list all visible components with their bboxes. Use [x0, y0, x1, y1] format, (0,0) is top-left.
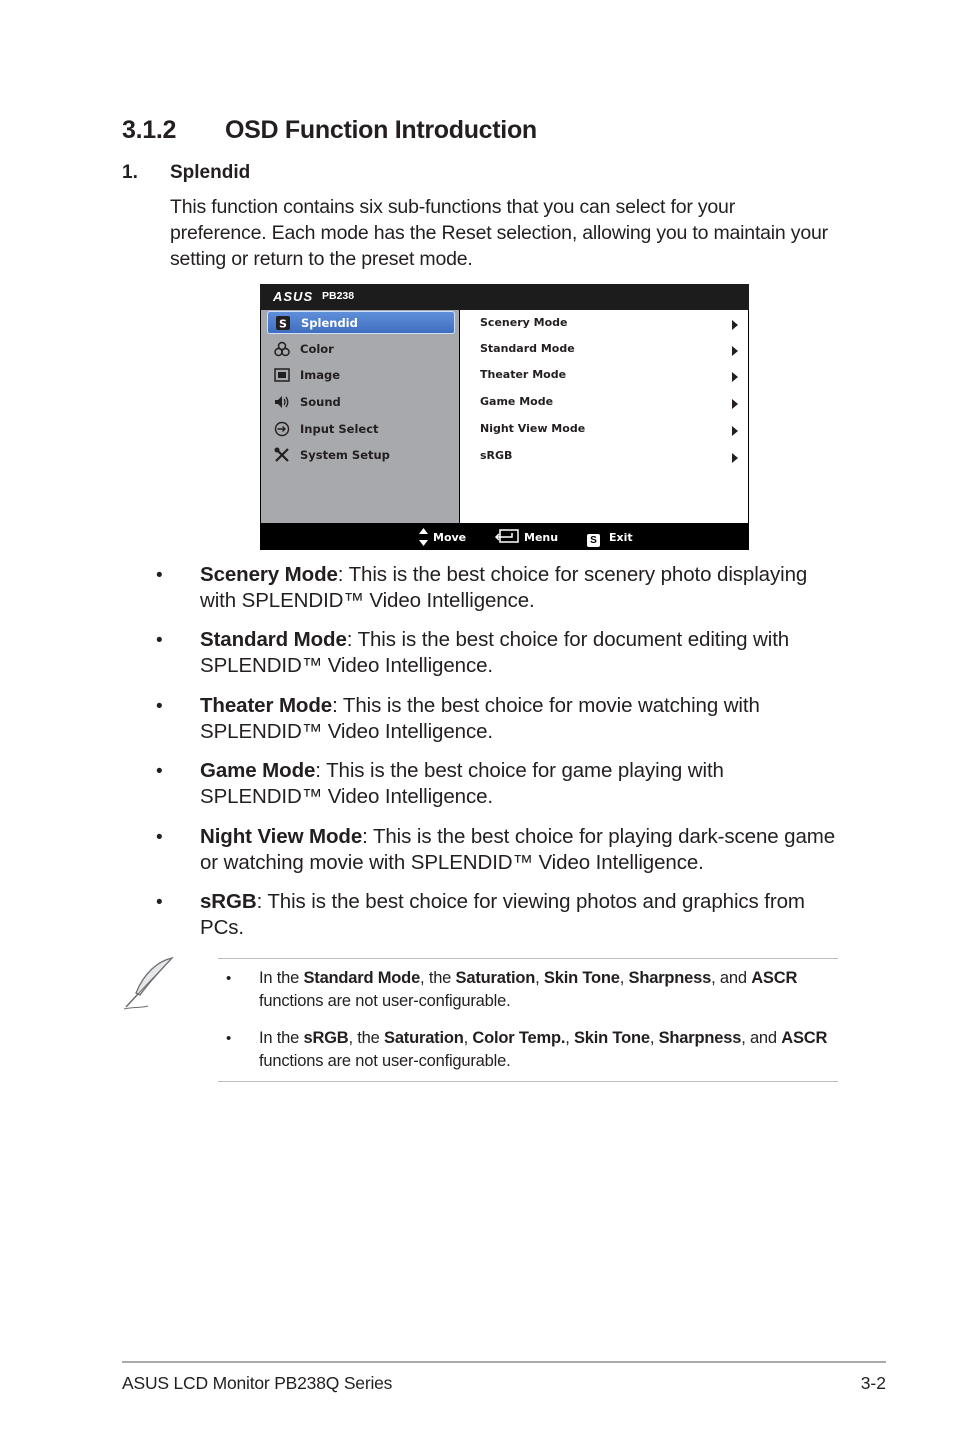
- osd-model: PB238: [322, 290, 355, 302]
- svg-text:S: S: [279, 317, 287, 331]
- bullet-night-view-mode: Night View Mode: This is the best choice for playing dark-scene game or watching movie with SPLENDID™ Video Intelligence.: [200, 825, 836, 874]
- osd-menu-label: Color: [300, 342, 334, 356]
- osd-menu-item-system-setup[interactable]: [267, 444, 453, 466]
- bullet-dot: •: [156, 630, 163, 651]
- osd-footer-exit: Exit: [609, 531, 633, 544]
- osd-submenu-item[interactable]: [480, 314, 738, 334]
- osd-menu-label: Splendid: [301, 316, 358, 330]
- note-standard-mode: In the Standard Mode, the Saturation, Skin Tone, Sharpness, and ASCR functions are not user-configurable.: [259, 969, 798, 1010]
- bullet-standard-mode: Standard Mode: This is the best choice for document editing with SPLENDID™ Video Intelligence.: [200, 628, 790, 677]
- osd-submenu-label: Scenery Mode: [480, 316, 568, 329]
- footer-title: ASUS LCD Monitor PB238Q Series: [122, 1373, 393, 1393]
- bullet-srgb: sRGB: This is the best choice for viewing photos and graphics from PCs.: [200, 890, 805, 939]
- osd-footer: [260, 523, 749, 550]
- osd-footer-menu: Menu: [524, 531, 559, 544]
- bullet-dot: •: [156, 827, 163, 848]
- note-top-rule: [218, 958, 838, 959]
- item-title: Splendid: [170, 162, 251, 183]
- osd-submenu-label: sRGB: [480, 449, 513, 462]
- osd-menu-label: Image: [300, 368, 341, 382]
- osd-menu-item-sound[interactable]: [267, 391, 453, 413]
- osd-header: [260, 284, 749, 310]
- osd-menu-item-splendid[interactable]: [267, 311, 455, 334]
- osd-main-menu: [261, 310, 459, 523]
- bullet-game-mode: Game Mode: This is the best choice for game playing with SPLENDID™ Video Intelligence.: [200, 759, 724, 808]
- arrow-right-icon: [732, 453, 738, 463]
- input-select-icon: [274, 421, 290, 437]
- image-icon: [274, 367, 290, 383]
- osd-submenu-item[interactable]: [480, 447, 738, 467]
- up-down-arrow-icon: [419, 528, 428, 551]
- osd-menu-item-color[interactable]: [267, 338, 453, 360]
- osd-footer-move: Move: [433, 531, 467, 544]
- osd-submenu-label: Standard Mode: [480, 342, 575, 355]
- menu-enter-icon: [494, 529, 520, 549]
- section-title: OSD Function Introduction: [225, 116, 537, 144]
- osd-submenu-label: Game Mode: [480, 395, 554, 408]
- osd-submenu: [460, 310, 748, 523]
- arrow-right-icon: [732, 346, 738, 356]
- bullet-theater-mode: Theater Mode: This is the best choice for movie watching with SPLENDID™ Video Intelligence.: [200, 694, 760, 743]
- osd-submenu-label: Night View Mode: [480, 422, 586, 435]
- footer-rule: [122, 1361, 886, 1363]
- bullet-dot: •: [156, 696, 163, 717]
- note-feather-icon: [122, 955, 178, 1011]
- osd-menu-label: Sound: [300, 395, 341, 409]
- osd-submenu-item[interactable]: [480, 366, 738, 386]
- note-srgb: In the sRGB, the Saturation, Color Temp., Skin Tone, Sharpness, and ASCR functions are not user-configurable.: [259, 1029, 828, 1070]
- osd-submenu-item[interactable]: [480, 340, 738, 360]
- osd-menu-label: Input Select: [300, 422, 379, 436]
- bullet-dot: •: [156, 892, 163, 913]
- osd-menu-label: System Setup: [300, 448, 390, 462]
- arrow-right-icon: [732, 399, 738, 409]
- asus-logo: ASUS: [273, 289, 314, 304]
- intro-paragraph: This function contains six sub-functions that you can select for your preference. Each mode has the Reset selection, allowing you to maintain your setting or return to the preset mode.: [170, 196, 828, 270]
- exit-s-key-icon: S: [587, 530, 600, 548]
- sound-icon: [274, 394, 290, 410]
- bullet-dot: •: [156, 761, 163, 782]
- bullet-dot: •: [156, 565, 163, 586]
- osd-menu-item-input-select[interactable]: [267, 418, 453, 440]
- note-bullet-dot: •: [226, 970, 232, 987]
- osd-menu: [260, 284, 749, 550]
- section-number: 3.1.2: [122, 116, 177, 144]
- note-bottom-rule: [218, 1081, 838, 1082]
- note-bullet-dot: •: [226, 1030, 232, 1047]
- osd-submenu-label: Theater Mode: [480, 368, 567, 381]
- arrow-right-icon: [732, 426, 738, 436]
- osd-submenu-item[interactable]: [480, 393, 738, 413]
- osd-menu-item-image[interactable]: [267, 364, 453, 386]
- color-icon: [274, 341, 290, 357]
- arrow-right-icon: [732, 320, 738, 330]
- bullet-scenery-mode: Scenery Mode: This is the best choice for scenery photo displaying with SPLENDID™ Video Intelligence.: [200, 563, 808, 612]
- arrow-right-icon: [732, 372, 738, 382]
- splendid-s-icon: [275, 315, 291, 331]
- page-number: 3-2: [860, 1373, 886, 1393]
- system-setup-icon: [274, 447, 290, 463]
- item-number: 1.: [122, 162, 138, 183]
- osd-submenu-item[interactable]: [480, 420, 738, 440]
